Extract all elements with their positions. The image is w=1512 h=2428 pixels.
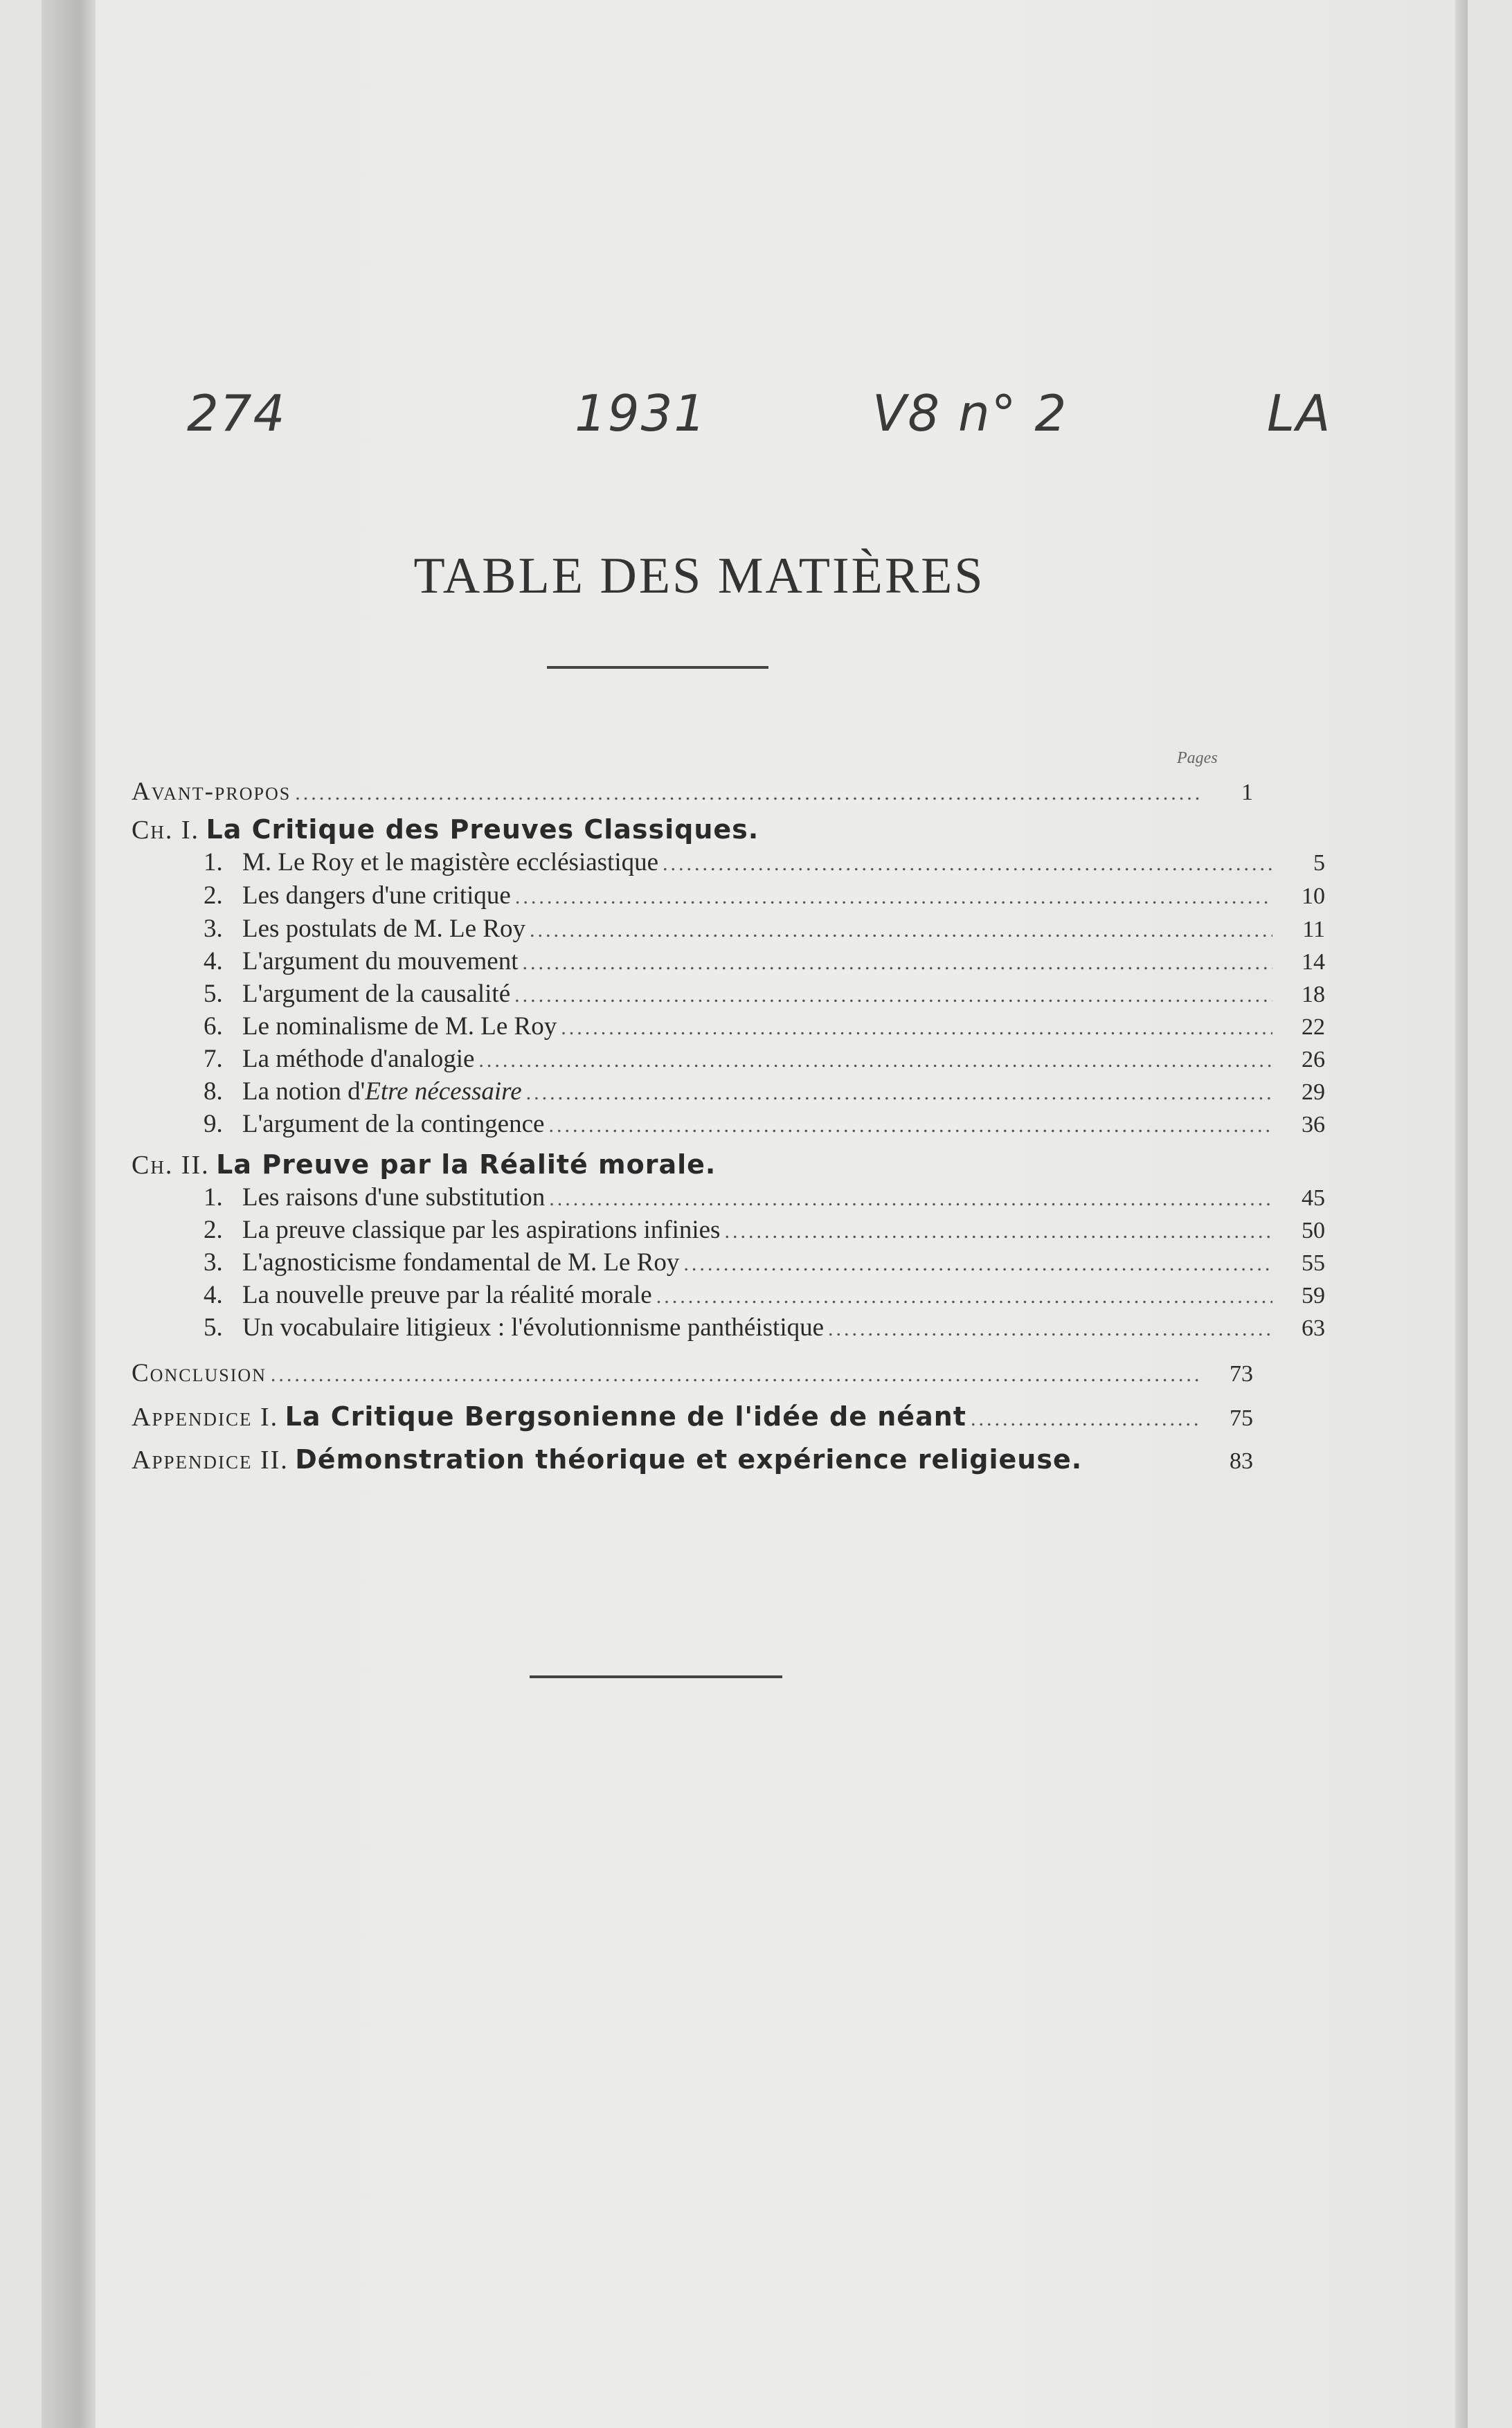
toc-page-number: 83 <box>1230 1448 1253 1474</box>
chapter-prefix: Ch. II. <box>132 1151 210 1180</box>
book-binding <box>42 0 96 2428</box>
dot-leader <box>526 1081 1272 1105</box>
item-number: 8. <box>204 1077 223 1106</box>
closing-rule <box>530 1675 782 1678</box>
toc-label-italic: Etre nécessaire <box>365 1077 522 1106</box>
toc-page-number: 75 <box>1230 1405 1253 1431</box>
toc-page-number: 1 <box>1241 780 1253 805</box>
chapter-title: La Preuve par la Réalité morale. <box>216 1149 717 1180</box>
book-page <box>42 0 1468 2428</box>
toc-label: Les postulats de M. Le Roy <box>242 915 526 943</box>
toc-entry[interactable] <box>132 847 1325 877</box>
toc-entry-appendix-1[interactable] <box>132 1401 1253 1432</box>
toc-label: L'agnosticisme fondamental de M. Le Roy <box>242 1248 680 1277</box>
item-number: 4. <box>204 1281 223 1309</box>
toc-label: Le nominalisme de M. Le Roy <box>242 1012 557 1041</box>
toc-page-number: 50 <box>1302 1218 1325 1243</box>
handwritten-note-code: LA <box>1267 384 1332 442</box>
dot-leader <box>523 951 1272 975</box>
toc-entry[interactable] <box>132 946 1325 976</box>
toc-page-number: 5 <box>1313 850 1325 876</box>
dot-leader <box>271 1363 1200 1387</box>
toc-entry-appendix-2[interactable] <box>132 1444 1253 1475</box>
dot-leader <box>515 885 1272 909</box>
toc-label: Conclusion <box>132 1359 267 1387</box>
page-edge <box>1455 0 1468 2428</box>
item-number: 1. <box>204 848 223 876</box>
dot-leader <box>663 852 1272 876</box>
handwritten-note-number: 274 <box>187 384 287 442</box>
dot-leader <box>656 1285 1272 1309</box>
toc-entry[interactable] <box>132 1215 1325 1245</box>
toc-entry[interactable] <box>132 1248 1325 1277</box>
item-number: 2. <box>204 881 223 910</box>
dot-leader <box>971 1408 1200 1431</box>
toc-page-number: 26 <box>1302 1047 1325 1072</box>
dot-leader <box>295 782 1200 805</box>
dot-leader <box>548 1114 1272 1137</box>
toc-label: L'argument du mouvement <box>242 947 519 975</box>
dot-leader <box>828 1318 1272 1341</box>
dot-leader <box>561 1016 1272 1040</box>
toc-entry[interactable] <box>132 914 1325 944</box>
toc-entry[interactable] <box>132 1077 1325 1106</box>
toc-entry[interactable] <box>132 1313 1325 1342</box>
toc-entry[interactable] <box>132 1011 1325 1041</box>
dot-leader <box>724 1220 1272 1243</box>
toc-entry-avant-propos[interactable] <box>132 777 1253 807</box>
toc-page-number: 18 <box>1302 982 1325 1007</box>
item-number: 9. <box>204 1110 223 1138</box>
appendix-title: La Critique Bergsonienne de l'idée de néant <box>285 1401 966 1432</box>
toc-page-number: 29 <box>1302 1079 1325 1105</box>
toc-page-number: 63 <box>1302 1315 1325 1341</box>
toc-page-number: 55 <box>1302 1250 1325 1276</box>
toc-entry[interactable] <box>132 1109 1325 1139</box>
toc-label: Avant-propos <box>132 777 291 806</box>
toc-label: La méthode d'analogie <box>242 1045 475 1073</box>
title-rule <box>547 666 768 669</box>
toc-page-number: 10 <box>1302 883 1325 909</box>
item-number: 3. <box>204 915 223 943</box>
toc-label: La nouvelle preuve par la réalité morale <box>242 1281 652 1309</box>
toc-label: Les raisons d'une substitution <box>242 1183 546 1212</box>
toc-label: Les dangers d'une critique <box>242 881 511 910</box>
toc-entry[interactable] <box>132 1182 1325 1212</box>
toc-entry-conclusion[interactable] <box>132 1358 1253 1388</box>
dot-leader <box>514 984 1272 1007</box>
item-number: 5. <box>204 980 223 1008</box>
toc-page-number: 45 <box>1302 1185 1325 1211</box>
handwritten-note-volume: V8 n° 2 <box>872 384 1068 442</box>
toc-entry[interactable] <box>132 979 1325 1009</box>
chapter-heading-2[interactable] <box>132 1149 1253 1180</box>
toc-label: L'argument de la contingence <box>242 1110 545 1138</box>
appendix-title: Démonstration théorique et expérience religieuse. <box>295 1444 1083 1475</box>
dot-leader <box>530 919 1272 942</box>
item-number: 2. <box>204 1216 223 1244</box>
toc-label: M. Le Roy et le magistère ecclésiastique <box>242 848 659 876</box>
toc-label: L'argument de la causalité <box>242 980 511 1008</box>
toc-page-number: 14 <box>1302 949 1325 975</box>
toc-page-number: 73 <box>1230 1361 1253 1387</box>
pages-column-label: Pages <box>1177 749 1218 767</box>
toc-label: La preuve classique par les aspirations infinies <box>242 1216 721 1244</box>
item-number: 3. <box>204 1248 223 1277</box>
item-number: 5. <box>204 1313 223 1342</box>
handwritten-note-year: 1931 <box>575 384 708 442</box>
page-title: TABLE DES MATIÈRES <box>413 548 985 604</box>
appendix-prefix: Appendice I. <box>132 1403 279 1432</box>
dot-leader <box>683 1252 1272 1276</box>
toc-page-number: 22 <box>1302 1014 1325 1040</box>
item-number: 1. <box>204 1183 223 1212</box>
chapter-heading-1[interactable] <box>132 814 1253 845</box>
toc-label: La notion d' <box>242 1077 366 1106</box>
appendix-prefix: Appendice II. <box>132 1446 289 1475</box>
dot-leader <box>549 1187 1272 1211</box>
toc-entry[interactable] <box>132 881 1325 910</box>
toc-entry[interactable] <box>132 1280 1325 1310</box>
toc-page-number: 11 <box>1302 917 1325 942</box>
chapter-title: La Critique des Preuves Classiques. <box>206 814 759 845</box>
item-number: 6. <box>204 1012 223 1041</box>
toc-page-number: 59 <box>1302 1283 1325 1309</box>
dot-leader <box>478 1049 1272 1072</box>
toc-entry[interactable] <box>132 1044 1325 1074</box>
toc-label: Un vocabulaire litigieux : l'évolutionnisme panthéistique <box>242 1313 825 1342</box>
toc-page-number: 36 <box>1302 1112 1325 1137</box>
chapter-prefix: Ch. I. <box>132 816 199 845</box>
item-number: 7. <box>204 1045 223 1073</box>
item-number: 4. <box>204 947 223 975</box>
